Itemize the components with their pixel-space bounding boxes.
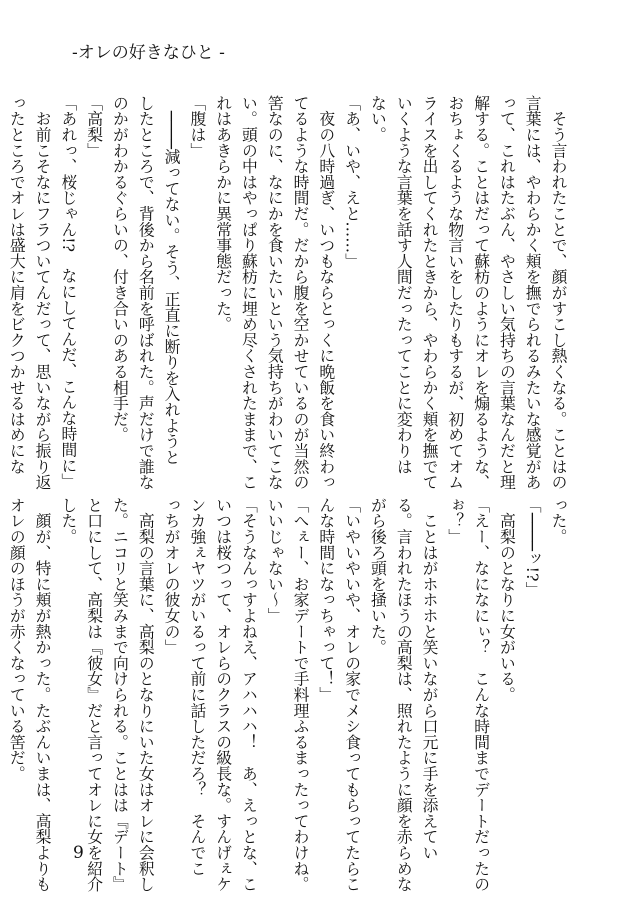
text-line: ったところでオレは盛大に肩をビクつかせるはめにな [7,95,27,475]
running-header: -オレの好きなひと - [72,43,225,63]
text-line: って、これはたぶん、やさしい気持ちの言葉なんだと理 [497,95,517,490]
text-line: 「いやいやいや、オレの家でメシ食ってもらってたらこ [342,497,362,892]
text-line: ない。 [368,95,388,143]
text-line: 夜の八時過ぎ、いつもならとっくに晩飯を食い終わっ [316,95,336,490]
text-line: 「高梨」 [84,95,104,159]
text-line: れはあきらかに異常事態だった。 [213,95,233,332]
text-block-lower [3,497,571,892]
text-line: ンカ強ぇヤツがいるって前に話しただろ？ そんでこ [187,497,207,877]
text-line: オレの顔のほうが赤くなっている筈だ。 [7,497,27,782]
text-line: ぉ？」 [445,497,465,545]
text-line: ことはがホホホと笑いながら口元に手を添えてい [420,497,440,861]
text-line: 「そうなんっすよねえ、アハハハ！ あ、えっとな、こ [239,497,259,892]
text-line: のかがわかるぐらいの、付き合いのある相手だ。 [110,95,130,443]
text-line: 高梨のとなりに女がいる。 [497,497,517,703]
text-line: ライスを出してくれたときから、やわらかく頬を撫でて [420,95,440,490]
text-line: た。ニコリと笑みまで向けられる。ことはは『デート』 [110,497,130,892]
text-line: 顔が、特に頬が熱かった。たぶんいまは、高梨よりも [33,497,53,892]
text-line: した。 [58,497,78,545]
text-line: と口にして、高梨は『彼女』だと言ってオレに女を紹介 [84,497,104,892]
text-line: 解する。ことはだって蘇枋のようにオレを煽るような、 [471,95,491,490]
text-line: 「えー、なになにぃ？ こんな時間までデートだったの [471,497,491,892]
text-line: 言葉には、やわらかく頬を撫でられるみたいな感覚があ [523,95,543,490]
text-line: いくような言葉を話す人間だったってことに変わりは [394,95,414,475]
text-line: る。言われたほうの高梨は、照れたように顔を赤らめな [394,497,414,892]
text-line: 「あ、いや、えと……」 [342,95,362,269]
text-line: った。 [549,497,568,545]
text-line: い。頭の中はやっぱり蘇枋に埋め尽くされたままで、こ [239,95,259,490]
text-line: んな時間になっちゃって！」 [316,497,336,703]
page-number: 9 [73,843,84,863]
text-line: おちょくるような物言いをしたりもするが、初めてオム [445,95,465,490]
text-line: 「腹は」 [187,95,207,159]
text-line: がら後ろ頭を掻いた。 [368,497,388,655]
text-line: いいじゃない～」 [265,497,285,624]
text-line: 高梨の言葉に、高梨のとなりにいた女はオレに会釈し [136,497,156,892]
text-line: 「あれっ、桜じゃん!? なにしてんだ、こんな時間に」 [58,95,78,490]
text-line: お前こそなにフラついてんだって、思いながら振り返 [33,95,53,490]
text-line: てるような時間だ。だから腹を空かせているのが当然の [291,95,311,490]
text-line: 「────ッ!?」 [523,497,543,598]
text-block-upper [3,95,571,490]
text-line: したところで、背後から名前を呼ばれた。声だけで誰な [136,95,156,490]
text-line: 筈なのに、なにかを食いたいという気持ちがわいてこな [265,95,285,490]
text-line: ────減ってない。そう、正直に断りを入れようと [162,95,182,465]
text-line: っちがオレの彼女の」 [162,497,182,655]
text-line: 「へぇー、お家デートで手料理ふるまったってわけね。 [291,497,311,892]
text-line: そう言われたことで、顔がすこし熱くなる。ことはの [549,95,568,490]
text-line: いつは桜つって、オレらのクラスの級長な。すんげぇケ [213,497,233,892]
